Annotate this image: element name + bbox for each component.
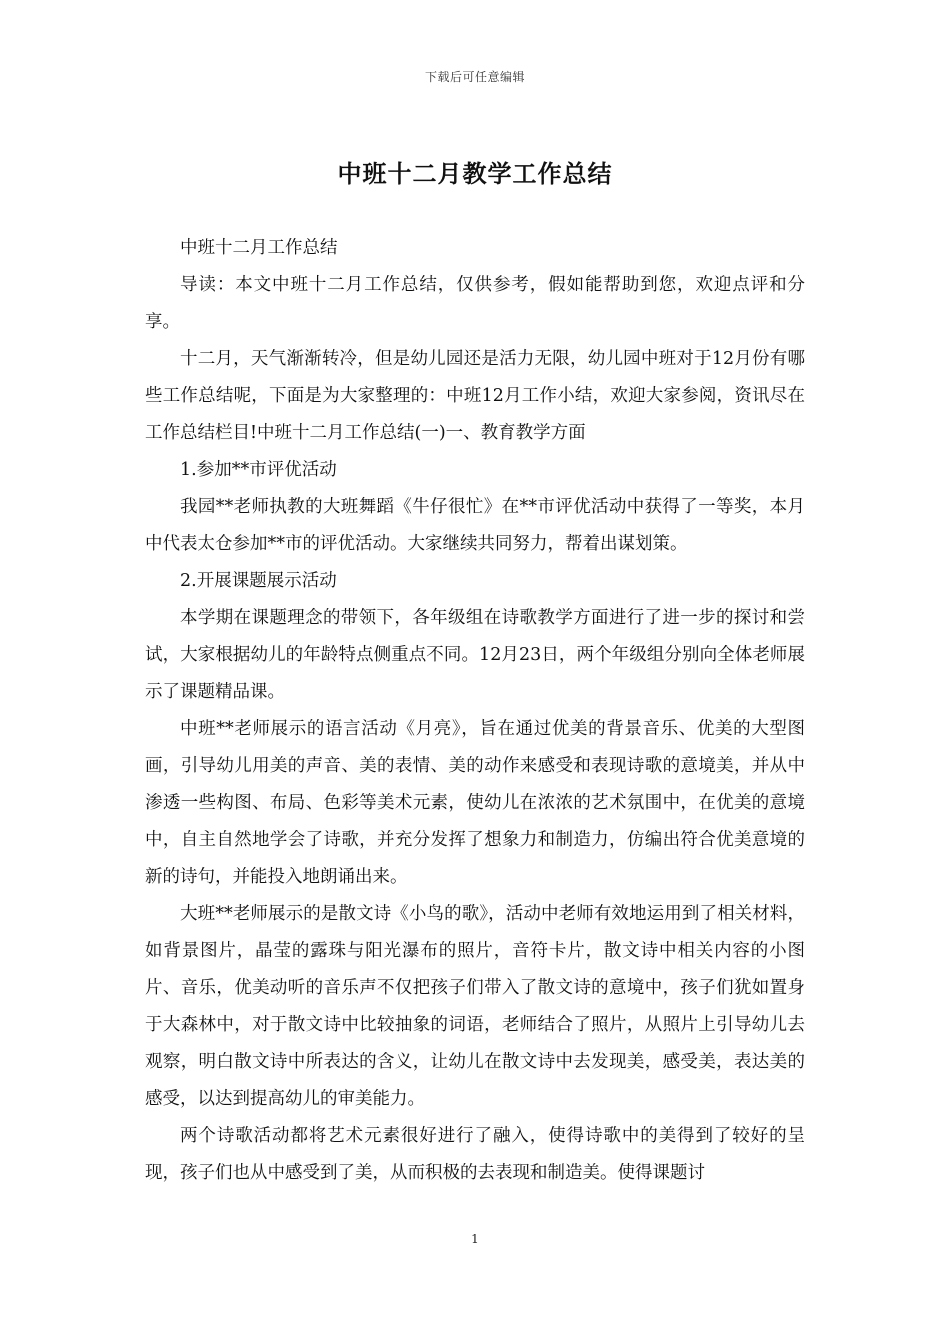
document-title: 中班十二月教学工作总结 <box>337 159 613 188</box>
paragraph-subtitle: 中班十二月工作总结 <box>180 238 338 258</box>
paragraph-intro: 导读：本文中班十二月工作总结，仅供参考，假如能帮助到您，欢迎点评和分享。 <box>145 275 805 332</box>
paragraph-award: 我园**老师执教的大班舞蹈《牛仔很忙》在**市评优活动中获得了一等奖，本月中代表太仓参加**市的评优活动。大家继续共同努力，帮着出谋划策。 <box>145 497 805 554</box>
paragraph-overview: 十二月，天气渐渐转冷，但是幼儿园还是活力无限，幼儿园中班对于12月份有哪些工作总结呢，下面是为大家整理的：中班12月工作小结，欢迎大家参阅，资讯尽在工作总结栏目!中班十二月工作总结(一)一、教育教学方面 <box>145 349 805 443</box>
paragraph-senior-class: 大班**老师展示的是散文诗《小鸟的歌》，活动中老师有效地运用到了相关材料，如背景图片，晶莹的露珠与阳光瀑布的照片，音符卡片，散文诗中相关内容的小图片、音乐，优美动听的音乐声不仅把孩子们带入了散文诗的意境中，孩子们犹如置身于大森林中，对于散文诗中比较抽象的词语，老师结合了照片，从照片上引导幼儿去观察，明白散文诗中所表达的含义，让幼儿在散文诗中去发现美，感受美，表达美的感受，以达到提高幼儿的审美能力。 <box>145 904 805 1109</box>
page-number: 1 <box>471 1232 479 1246</box>
paragraph-middle-class: 中班**老师展示的语言活动《月亮》，旨在通过优美的背景音乐、优美的大型图画，引导幼儿用美的声音、美的表情、美的动作来感受和表现诗歌的意境美，并从中渗透一些构图、布局、色彩等美术元素，使幼儿在浓浓的艺术氛围中，在优美的意境中，自主自然地学会了诗歌，并充分发挥了想象力和制造力，仿编出符合优美意境的新的诗句，并能投入地朗诵出来。 <box>145 719 805 887</box>
paragraph-research: 本学期在课题理念的带领下，各年级组在诗歌教学方面进行了进一步的探讨和尝试，大家根据幼儿的年龄特点侧重点不同。12月23日，两个年级组分别向全体老师展示了课题精品课。 <box>145 608 805 702</box>
page-header-note: 下载后可任意编辑 <box>424 70 525 84</box>
paragraph-conclusion: 两个诗歌活动都将艺术元素很好进行了融入，使得诗歌中的美得到了较好的呈现，孩子们也从中感受到了美，从而积极的去表现和制造美。使得课题讨 <box>145 1126 805 1183</box>
section-heading-1: 1.参加**市评优活动 <box>180 460 337 480</box>
section-heading-2: 2.开展课题展示活动 <box>180 571 337 591</box>
document-body <box>145 230 805 1192</box>
